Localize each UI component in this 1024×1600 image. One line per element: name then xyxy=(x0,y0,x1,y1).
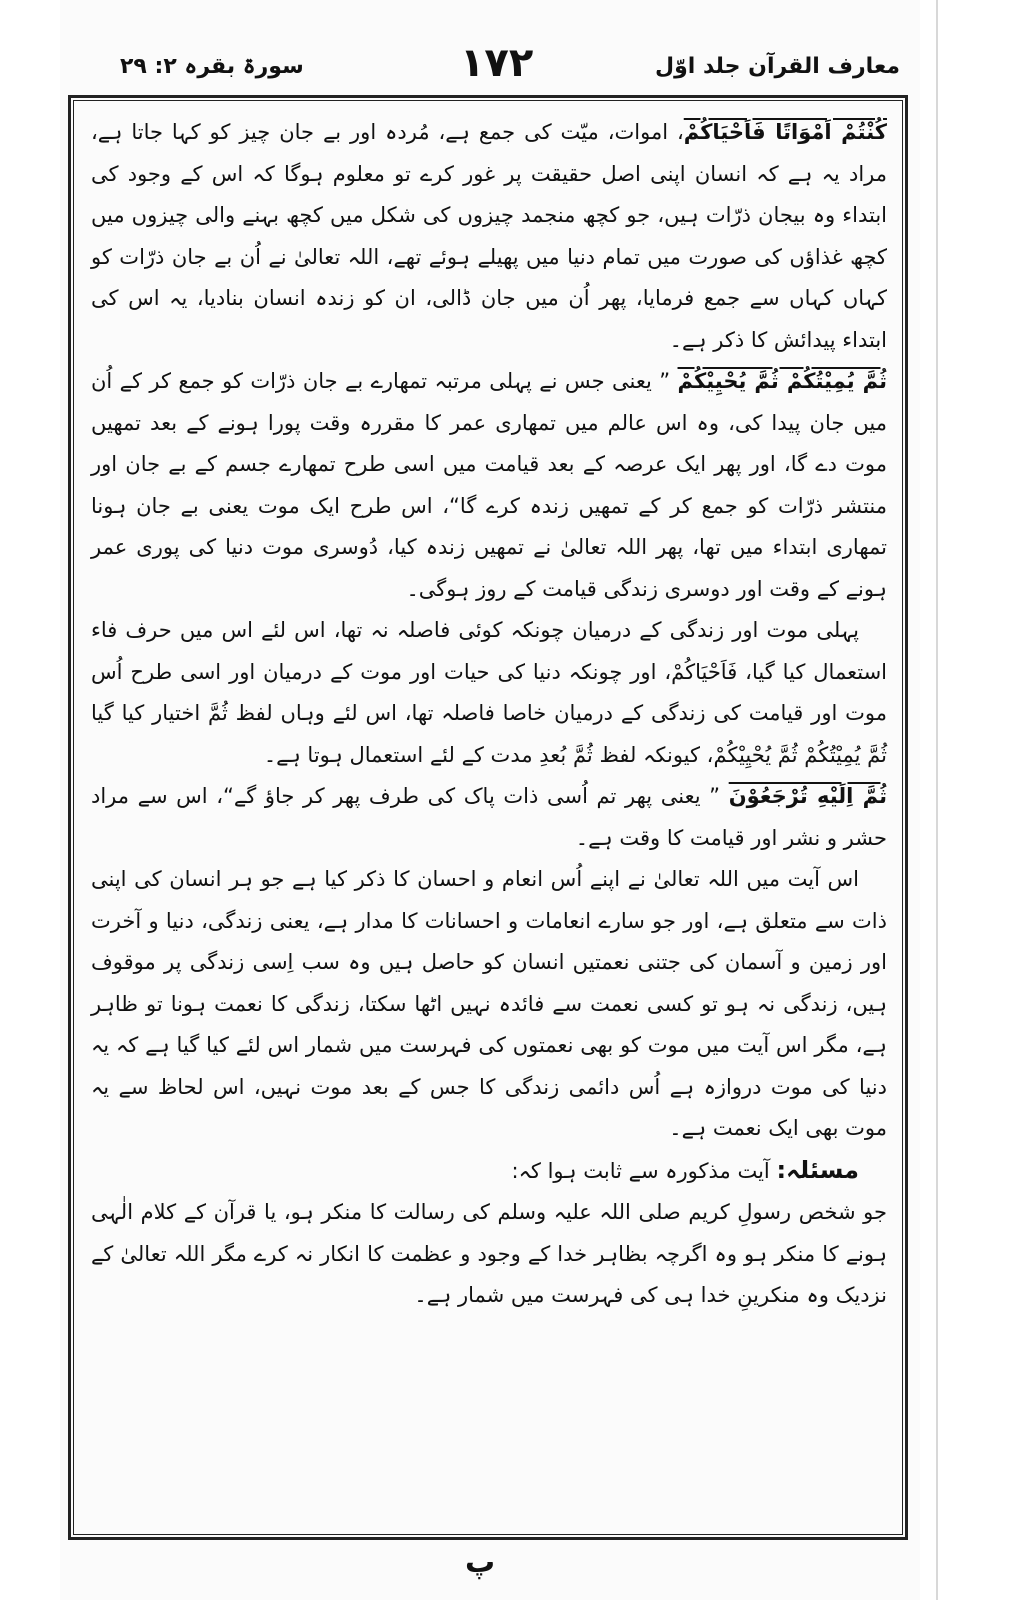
paragraph-text: ، اموات، میّت کی جمع ہے، مُردہ اور بے جان چیز کو کہا جاتا ہے، مراد یہ ہے کہ انسان اپنی اصل حقیقت پر غور کرے تو معلوم ہوگا کہ اس کے وجود کی ابتداء وہ بیجان ذرّات ہیں، جو کچھ منجمد چیزوں کی شکل میں کچھ بہنے والی چیزوں میں کچھ غذاؤں کی صورت میں تمام دنیا میں پھیلے ہوئے تھے، اللہ تعالیٰ نے اُن بے جان ذرّات کو کہاں کہاں سے جمع فرمایا، پھر اُن میں جان ڈالی، ان کو زندہ انسان بنادیا، یہ اس کی ابتداء پیدائش کا ذکر ہے۔ xyxy=(91,120,887,352)
paragraph-3 xyxy=(91,610,887,776)
page-header xyxy=(60,40,920,90)
paragraph-text: ” یعنی پھر تم اُسی ذات پاک کی طرف پھر کر جاؤ گے“، اس سے مراد حشر و نشر اور قیامت کا وقت ہے۔ xyxy=(91,784,887,850)
text-frame xyxy=(68,95,908,1540)
scan-page-edge xyxy=(936,0,938,1600)
signature-mark: پ xyxy=(465,1545,496,1580)
quranic-phrase: ثُمَّ یُمِیْتُکُمْ ثُمَّ یُحْیِیْکُمْ xyxy=(677,369,888,393)
quranic-phrase: کُنْتُمْ اَمْوَاتًا فَاَحْیَاکُمْ xyxy=(683,120,887,144)
paragraph-2 xyxy=(91,361,887,610)
page-body xyxy=(91,112,887,1317)
paragraph-text: ” یعنی جس نے پہلی مرتبہ تمھارے بے جان ذرّات کو جمع کر کے اُن میں جان پیدا کی، وہ اس عالم میں تمھاری عمر کا مقررہ وقت پورا ہونے کے بعد تمھیں موت دے گا، اور پھر ایک عرصہ کے بعد قیامت میں اسی طرح تمھارے جسم کے بے جان اور منتشر ذرّات کو جمع کر کے تمھیں زندہ کرے گا“، اس طرح ایک موت یعنی بے جان ہونا تمھاری ابتداء میں تھا، پھر اللہ تعالیٰ نے تمھیں زندہ کیا، دُوسری موت دنیا کی پوری عمر ہونے کے وقت اور دوسری زندگی قیامت کے روز ہوگی۔ xyxy=(91,369,887,601)
masla-label: مسئلہ: xyxy=(776,1155,859,1184)
page-number: ۱۷۲ xyxy=(460,40,534,86)
paragraph-text: آیت مذکورہ سے ثابت ہوا کہ: xyxy=(511,1158,770,1183)
book-title: معارف القرآن جلد اوّل xyxy=(655,54,900,79)
paragraph-text: اس آیت میں اللہ تعالیٰ نے اپنے اُس انعام و احسان کا ذکر کیا ہے جو ہر انسان کی اپنی ذات سے متعلق ہے، اور جو سارے انعامات و احسانات کا مدار ہے، یعنی زندگی، دنیا و آخرت اور زمین و آسمان کی جتنی نعمتیں انسان کو حاصل ہیں وہ سب اِسی زندگی پر موقوف ہیں، زندگی نہ ہو تو کسی نعمت سے فائدہ نہیں اٹھا سکتا، زندگی کا نعمت ہونا تو ظاہر ہے، مگر اس آیت میں موت کو بھی نعمتوں کی فہرست میں شمار اس لئے کیا گیا ہے کہ یہ دنیا کی موت دروازہ ہے اُس دائمی زندگی کا جس کے بعد موت نہیں، اس لحاظ سے یہ موت بھی ایک نعمت ہے۔ xyxy=(91,867,887,1140)
quranic-phrase: ثُمَّ اِلَیْهِ تُرْجَعُوْنَ xyxy=(728,784,887,808)
book-page xyxy=(60,0,920,1600)
paragraph-text: جو شخص رسولِ کریم صلی اللہ علیہ وسلم کی رسالت کا منکر ہو، یا قرآن کے کلام الٰہی ہونے کا منکر ہو وہ اگرچہ بظاہر خدا کے وجود و عظمت کا انکار نہ کرے مگر اللہ تعالیٰ کے نزدیک وہ منکرینِ خدا ہی کی فہرست میں شمار ہے۔ xyxy=(91,1200,887,1307)
paragraph-5 xyxy=(91,859,887,1150)
surah-reference: سورۃ بقرہ ۲: ۲۹ xyxy=(120,54,304,79)
paragraph-7 xyxy=(91,1192,887,1317)
paragraph-1 xyxy=(91,112,887,361)
masla-heading xyxy=(91,1150,887,1193)
paragraph-text: پہلی موت اور زندگی کے درمیان چونکہ کوئی فاصلہ نہ تھا، اس لئے اس میں حرف فاء استعمال کیا گیا، فَاَحْیَاکُمْ، اور چونکہ دنیا کی حیات اور موت کے درمیان اور اسی طرح اُس موت اور قیامت کی زندگی کے درمیان خاصا فاصلہ تھا، اس لئے وہاں لفظ ثُمَّ اختیار کیا گیا ثُمَّ یُمِیْتُکُمْ ثُمَّ یُحْیِیْکُمْ، کیونکہ لفظ ثُمَّ بُعدِ مدت کے لئے استعمال ہوتا ہے۔ xyxy=(91,618,887,767)
paragraph-4 xyxy=(91,776,887,859)
